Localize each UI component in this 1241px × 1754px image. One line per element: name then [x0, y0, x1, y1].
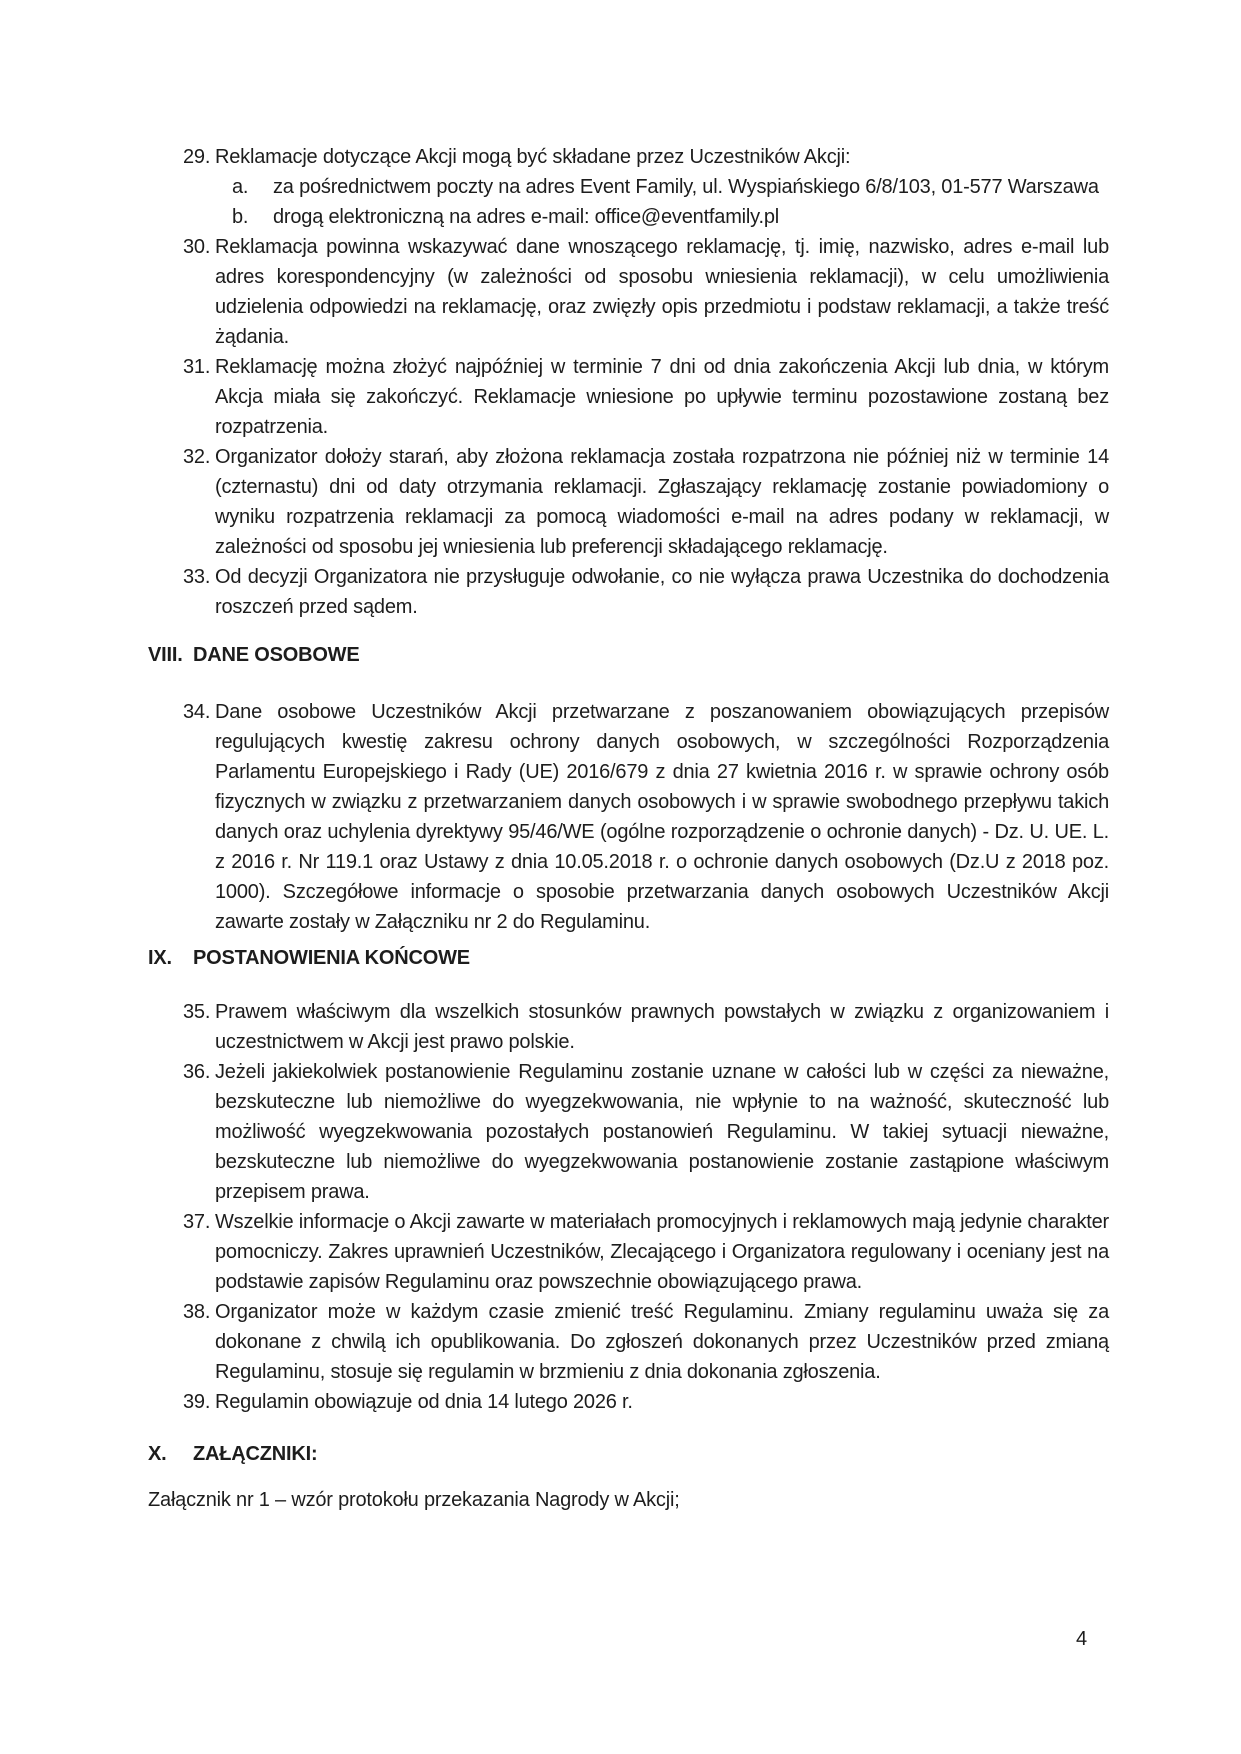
- personal-data-list: [148, 697, 1109, 937]
- final-provisions-list: [148, 997, 1109, 1417]
- item-number: 35.: [183, 1001, 211, 1023]
- section-title: ZAŁĄCZNIKI:: [193, 1443, 318, 1465]
- item-body: [215, 142, 1109, 232]
- sub-item-marker: b.: [232, 206, 249, 228]
- page-number: 4: [1076, 1628, 1088, 1650]
- item-number: 38.: [183, 1301, 211, 1323]
- item-text: Dane osobowe Uczestników Akcji przetwarzane z poszanowaniem obowiązujących przepisów regulujących kwestię zakresu ochrony danych osobowych, w szczególności Rozporządzenia Parlamentu Europejskiego i Rady (UE) 2016/679 z dnia 27 kwietnia 2016 r. w sprawie ochrony osób fizycznych w związku z przetwarzaniem danych osobowych i w sprawie swobodnego przepływu takich danych oraz uchylenia dyrektywy 95/46/WE (ogólne rozporządzenie o ochronie danych) - Dz. U. UE. L. z 2016 r. Nr 119.1 oraz Ustawy z dnia 10.05.2018 r. o ochronie danych osobowych (Dz.U z 2018 poz. 1000). Szczegółowe informacje o sposobie przetwarzania danych osobowych Uczestników Akcji zawarte zostały w Załączniku nr 2 do Regulaminu.: [215, 701, 1109, 933]
- list-item-30: [148, 232, 1109, 352]
- list-item-34: [148, 697, 1109, 937]
- list-item-33: [148, 562, 1109, 622]
- list-item-29: [148, 142, 1109, 232]
- item-number: 37.: [183, 1211, 211, 1233]
- sub-item-marker: a.: [232, 176, 249, 198]
- item-text: Reklamację można złożyć najpóźniej w terminie 7 dni od dnia zakończenia Akcji lub dnia, w którym Akcja miała się zakończyć. Reklamacje wniesione po upływie terminu pozostawione zostaną bez rozpatrzenia.: [215, 356, 1109, 438]
- claims-list: [148, 142, 1109, 622]
- item-number: 39.: [183, 1391, 211, 1413]
- section-heading-ix: [148, 943, 1109, 973]
- sub-list: [215, 172, 1109, 232]
- list-item-35: [148, 997, 1109, 1057]
- list-item-39: [148, 1387, 1109, 1417]
- list-item-38: [148, 1297, 1109, 1387]
- item-number: 33.: [183, 566, 211, 588]
- item-text: Reklamacja powinna wskazywać dane wnoszącego reklamację, tj. imię, nazwisko, adres e-mail lub adres korespondencyjny (w zależności od sposobu wniesienia reklamacji), w celu umożliwienia udzielenia odpowiedzi na reklamację, oraz zwięzły opis przedmiotu i podstaw reklamacji, a także treść żądania.: [215, 236, 1109, 348]
- document-content: [148, 142, 1109, 1535]
- sub-item-text: za pośrednictwem poczty na adres Event Family, ul. Wyspiańskiego 6/8/103, 01-577 Warszawa: [273, 176, 1099, 198]
- item-number: 36.: [183, 1061, 211, 1083]
- section-title: POSTANOWIENIA KOŃCOWE: [193, 947, 470, 969]
- section-numeral: VIII.: [148, 644, 183, 666]
- list-item-36: [148, 1057, 1109, 1207]
- sub-item-text: drogą elektroniczną na adres e-mail: office@eventfamily.pl: [273, 206, 779, 228]
- list-item-37: [148, 1207, 1109, 1297]
- section-numeral: IX.: [148, 947, 172, 969]
- item-number: 32.: [183, 446, 211, 468]
- list-item-32: [148, 442, 1109, 562]
- section-title: DANE OSOBOWE: [193, 644, 360, 666]
- attachment-line: Załącznik nr 1 – wzór protokołu przekazania Nagrody w Akcji;: [148, 1489, 680, 1511]
- sub-item-b: [215, 202, 1109, 232]
- item-number: 34.: [183, 701, 211, 723]
- list-item-31: [148, 352, 1109, 442]
- item-text: Organizator może w każdym czasie zmienić treść Regulaminu. Zmiany regulaminu uważa się za dokonane z chwilą ich opublikowania. Do zgłoszeń dokonanych przez Uczestników przed zmianą Regulaminu, stosuje się regulamin w brzmieniu z dnia dokonania zgłoszenia.: [215, 1301, 1109, 1383]
- item-number: 30.: [183, 236, 211, 258]
- item-number: 29.: [183, 146, 211, 168]
- item-number: 31.: [183, 356, 211, 378]
- item-text: Reklamacje dotyczące Akcji mogą być składane przez Uczestników Akcji:: [215, 146, 851, 168]
- sub-item-a: [215, 172, 1109, 202]
- item-text: Jeżeli jakiekolwiek postanowienie Regulaminu zostanie uznane w całości lub w części za nieważne, bezskuteczne lub niemożliwe do wyegzekwowania, nie wpłynie to na ważność, skuteczność lub możliwość wyegzekwowania pozostałych postanowień Regulaminu. W takiej sytuacji nieważne, bezskuteczne lub niemożliwe do wyegzekwowania postanowienie zostanie zastąpione właściwym przepisem prawa.: [215, 1061, 1109, 1203]
- item-text: Od decyzji Organizatora nie przysługuje odwołanie, co nie wyłącza prawa Uczestnika do dochodzenia roszczeń przed sądem.: [215, 566, 1109, 618]
- section-heading-x: [148, 1439, 1109, 1469]
- item-text: Regulamin obowiązuje od dnia 14 lutego 2026 r.: [215, 1391, 633, 1413]
- section-numeral: X.: [148, 1443, 167, 1465]
- item-text: Prawem właściwym dla wszelkich stosunków prawnych powstałych w związku z organizowaniem i uczestnictwem w Akcji jest prawo polskie.: [215, 1001, 1109, 1053]
- section-heading-viii: [148, 640, 1109, 670]
- item-text: Wszelkie informacje o Akcji zawarte w materiałach promocyjnych i reklamowych mają jedynie charakter pomocniczy. Zakres uprawnień Uczestników, Zlecającego i Organizatora regulowany i oceniany jest na podstawie zapisów Regulaminu oraz powszechnie obowiązującego prawa.: [215, 1211, 1109, 1293]
- item-text: Organizator dołoży starań, aby złożona reklamacja została rozpatrzona nie później niż w terminie 14 (czternastu) dni od daty otrzymania reklamacji. Zgłaszający reklamację zostanie powiadomiony o wyniku rozpatrzenia reklamacji za pomocą wiadomości e-mail na adres podany w reklamacji, w zależności od sposobu jej wniesienia lub preferencji składającego reklamację.: [215, 446, 1109, 558]
